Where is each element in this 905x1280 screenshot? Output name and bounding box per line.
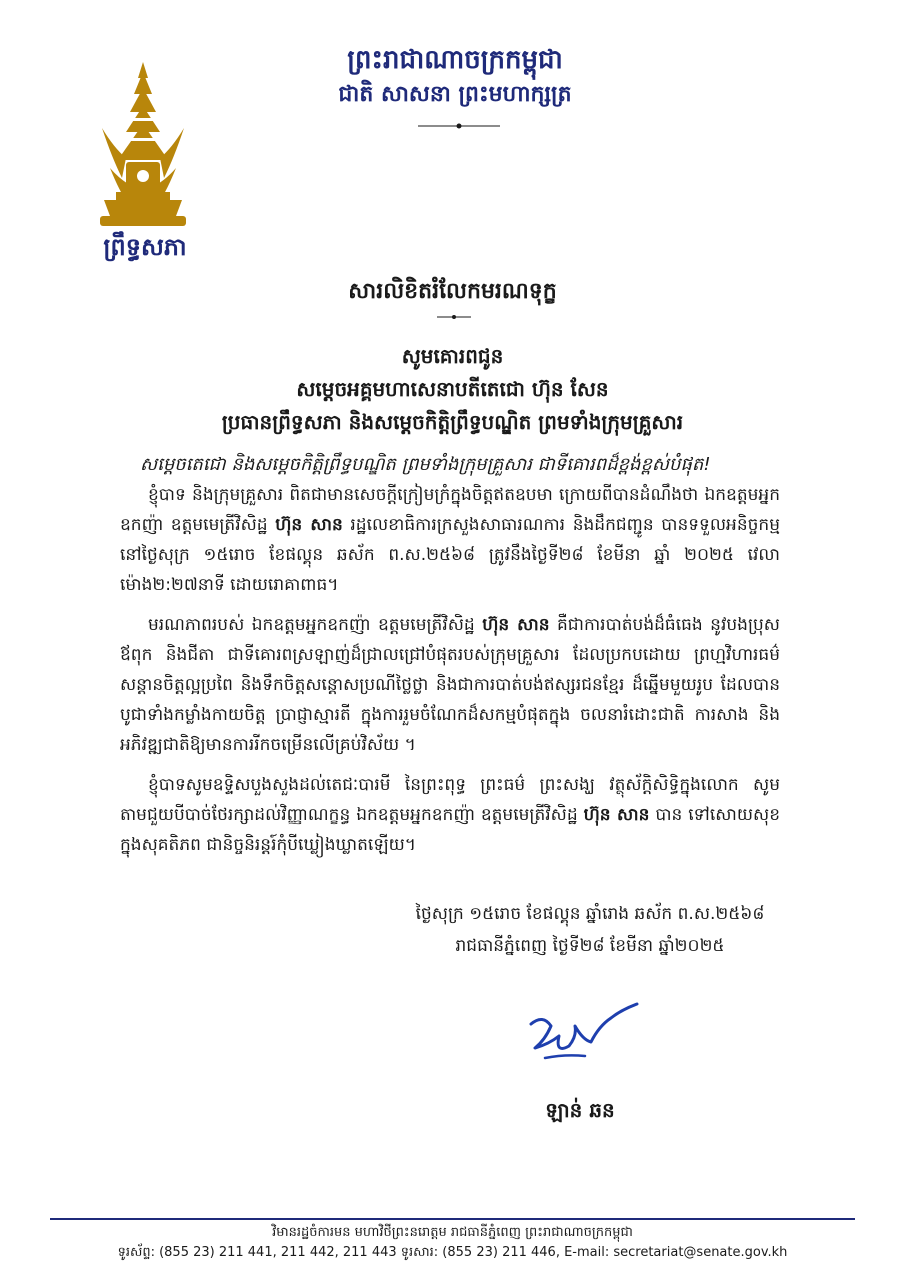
ornament-divider-icon	[437, 314, 471, 320]
letter-body	[120, 450, 780, 860]
national-motto	[290, 42, 620, 110]
footer-contacts: ទូរស័ព្ទ: (855 23) 211 441, 211 442, 211 443 ទូរសារ: (855 23) 211 446, E-mail: secretariat@senate.gov.kh	[117, 1245, 788, 1260]
paragraph	[120, 480, 780, 600]
paragraph	[120, 610, 780, 760]
ornament-divider-icon	[418, 122, 500, 130]
deceased-name: ហ៊ុន សាន	[583, 805, 650, 825]
document-title: សារលិខិតរំលែកមរណទុក្ខ	[348, 278, 557, 304]
motto-subtitle: ជាតិ សាសនា ព្រះមហាក្សត្រ	[338, 81, 572, 107]
signer-name: ឡាន់ ឆន	[545, 1098, 615, 1122]
footer-divider	[50, 1218, 855, 1220]
place-and-date: រាជធានីភ្នំពេញ ថ្ងៃទី២៨ ខែមីនា ឆ្នាំ២០២៥	[455, 936, 725, 956]
institution-label: ព្រឹទ្ធសភា	[103, 232, 187, 261]
salutation: សម្តេចតេជោ និងសម្តេចកិត្តិព្រឹទ្ធបណ្ឌិត ព្រមទាំងក្រុមគ្រួសារ ជាទីគោរពដ៏ខ្ពង់ខ្ពស់បំផុត!	[140, 454, 711, 475]
lunar-date: ថ្ងៃសុក្រ ១៥រោច ខែផល្គុន ឆ្នាំរោង ឆស័ក ព.ស.២៥៦៨	[415, 904, 765, 924]
footer-address: វិមានរដ្ឋចំការមន មហាវិថីព្រះនរោត្តម រាជធានីភ្នំពេញ ព្រះរាជាណាចក្រកម្ពុជា	[272, 1225, 633, 1240]
paragraph-text: ខ្ញុំបាទ និងក្រុមគ្រួសារ ពិតជាមានសេចក្តីក្រៀមក្រំក្នុងចិត្តឥតឧបមា ក្រោយពីបានដំណឹងថា ឯកឧត្តមអ្នកឧកញ៉ា ឧត្តមមេត្រីវិសិដ្ឋ	[120, 485, 780, 535]
senate-emblem-icon	[92, 58, 194, 230]
handwritten-signature	[525, 996, 643, 1066]
addressee-line: សូមគោរពជូន	[401, 344, 504, 368]
paragraph-text: ខ្ញុំបាទសូមឧទ្ទិសបួងសួងដល់តេជៈបារមី នៃព្រះពុទ្ធ ព្រះធម៌ ព្រះសង្ឃ វត្ថុស័ក្តិសិទ្ធិក្នុងលោក សូមតាមជួយបីបាច់ថែរក្សាដល់វិញ្ញាណក្ខន្ធ ឯកឧត្តមអ្នកឧកញ៉ា ឧត្តមមេត្រីវិសិដ្ឋ	[120, 775, 780, 825]
paragraph-text: គឺជាការបាត់បង់ដ៏ធំធេង នូវបងប្រុស ឪពុក និងជីតា ជាទីគោរពស្រឡាញ់ដ៏ជ្រាលជ្រៅបំផុតរបស់ក្រុមគ្រួសារ ដែលប្រកបដោយ ព្រហ្មវិហារធម៌ សន្តានចិត្តល្អប្រពៃ និងទឹកចិត្តសន្តោសប្រណីថ្លៃថ្លា និងជាការបាត់បង់ឥស្សរជនខ្មែរ ដ៏ឆ្នើមមួយរូប ដែលបានបូជាទាំងកម្លាំងកាយចិត្ត ប្រាជ្ញាស្មារតី ក្នុងការរួមចំណែកដ៏សកម្មបំផុតក្នុង ចលនារំដោះជាតិ ការសាង និងអភិវឌ្ឍជាតិឱ្យមានការរីកចម្រើនលើគ្រប់វិស័យ ។	[120, 615, 780, 755]
addressee-line: ប្រធានព្រឹទ្ធសភា និងសម្តេចកិត្តិព្រឹទ្ធបណ្ឌិត ព្រមទាំងក្រុមគ្រួសារ	[221, 410, 684, 434]
deceased-name: ហ៊ុន សាន	[482, 615, 550, 635]
addressee-line: សម្តេចអគ្គមហាសេនាបតីតេជោ ហ៊ុន សែន	[296, 377, 609, 401]
deceased-name: ហ៊ុន សាន	[275, 515, 343, 535]
kingdom-title: ព្រះរាជាណាចក្រកម្ពុជា	[347, 45, 563, 75]
paragraph-text: រដ្ឋលេខាធិការក្រសួងសាធារណការ និងដឹកជញ្ជូន បានទទួលអនិច្ចកម្ម នៅថ្ងៃសុក្រ ១៥រោច ខែផល្គុន ឆស័ក ព.ស.២៥៦៨ ត្រូវនឹងថ្ងៃទី២៨ ខែមីនា ឆ្នាំ ២០២៥ វេលាម៉ោង២:២៧នាទី ដោយរោគាពាធ។	[120, 515, 780, 595]
paragraph	[120, 770, 780, 860]
paragraph-text: មរណភាពរបស់ ឯកឧត្តមអ្នកឧកញ៉ា ឧត្តមមេត្រីវិសិដ្ឋ	[148, 615, 483, 635]
paragraph-text: បាន ទៅសោយសុខក្នុងសុគតិភព ជានិច្ចនិរន្តរ៍កុំបីឃ្លៀងឃ្លាតឡើយ។	[120, 805, 780, 855]
footer	[50, 1223, 855, 1263]
addressee-block	[130, 340, 775, 439]
date-block	[390, 898, 790, 962]
